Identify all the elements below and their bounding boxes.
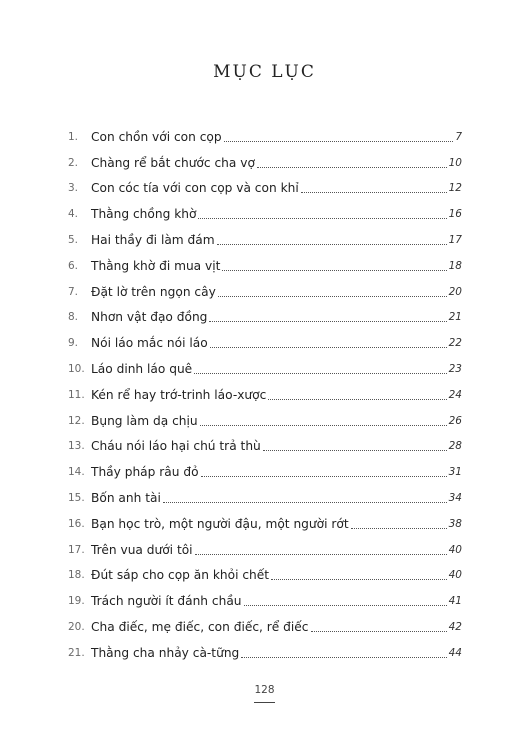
toc-entry-number: 13.	[68, 440, 85, 453]
toc-entry[interactable]	[68, 533, 462, 559]
toc-entry[interactable]	[68, 352, 462, 378]
dot-leader	[198, 217, 446, 219]
dot-leader	[244, 604, 447, 606]
page-number-underline	[254, 702, 275, 703]
toc-entry-page: 20	[448, 285, 462, 298]
toc-entry-title: Kén rể hay trớ-trinh láo-xược	[91, 387, 267, 402]
toc-entry-title: Con chồn với con cọp	[91, 129, 222, 144]
toc-entry-page: 28	[448, 440, 462, 453]
dot-leader	[195, 553, 447, 555]
toc-entry-number: 5.	[68, 233, 79, 246]
toc-entry-title: Hai thầy đi làm đám	[91, 232, 215, 247]
toc-entry[interactable]	[68, 610, 462, 636]
toc-entry-page: 34	[448, 491, 462, 504]
page-number: 128	[254, 684, 275, 696]
toc-entry[interactable]	[68, 378, 462, 404]
toc-entry-page: 10	[448, 156, 462, 169]
table-of-contents	[68, 120, 462, 662]
dot-leader	[271, 578, 447, 580]
toc-entry-page: 22	[448, 337, 462, 350]
toc-entry-page: 38	[448, 517, 462, 530]
dot-leader	[268, 398, 446, 400]
dot-leader	[301, 191, 447, 193]
toc-entry-number: 7.	[68, 285, 79, 298]
toc-entry-title: Nhơn vật đạo đồng	[91, 310, 208, 325]
toc-entry-title: Bạn học trò, một người đậu, một người rớt	[91, 516, 349, 531]
toc-entry-number: 6.	[68, 259, 79, 272]
toc-entry-page: 40	[448, 543, 462, 556]
toc-entry-page: 24	[448, 388, 462, 401]
dot-leader	[222, 269, 446, 271]
toc-entry[interactable]	[68, 430, 462, 456]
toc-entry-title: Bụng làm dạ chịu	[91, 413, 198, 428]
toc-entry-number: 4.	[68, 208, 79, 221]
toc-entry-number: 16.	[68, 517, 85, 530]
toc-entry-title: Thằng cha nhảy cà-tững	[91, 645, 240, 660]
toc-entry-number: 10.	[68, 362, 85, 375]
toc-entry-page: 23	[448, 362, 462, 375]
toc-entry[interactable]	[68, 481, 462, 507]
toc-entry-page: 21	[448, 311, 462, 324]
toc-entry-number: 20.	[68, 620, 85, 633]
toc-entry[interactable]	[68, 326, 462, 352]
toc-entry-title: Con cóc tía với con cọp và con khỉ	[91, 181, 299, 196]
toc-entry-title: Đặt lờ trên ngọn cây	[91, 284, 216, 299]
dot-leader	[351, 527, 447, 529]
toc-entry-page: 40	[448, 569, 462, 582]
toc-entry[interactable]	[68, 559, 462, 585]
toc-entry-number: 17.	[68, 543, 85, 556]
dot-leader	[218, 295, 447, 297]
toc-entry-title: Trách người ít đánh chầu	[91, 594, 242, 609]
toc-entry-number: 1.	[68, 130, 79, 143]
toc-entry-number: 8.	[68, 311, 79, 324]
toc-entry[interactable]	[68, 146, 462, 172]
toc-entry-page: 44	[448, 646, 462, 659]
dot-leader	[209, 320, 446, 322]
toc-entry-title: Cháu nói láo hại chú trả thù	[91, 439, 261, 454]
toc-entry-page: 16	[448, 208, 462, 221]
dot-leader	[241, 656, 446, 658]
toc-entry-title: Thằng khờ đi mua vịt	[91, 258, 221, 273]
toc-entry-number: 12.	[68, 414, 85, 427]
toc-entry-title: Trên vua dưới tôi	[91, 542, 193, 557]
toc-entry-number: 19.	[68, 595, 85, 608]
toc-entry[interactable]	[68, 249, 462, 275]
dot-leader	[194, 372, 446, 374]
toc-entry-number: 2.	[68, 156, 79, 169]
toc-entry-number: 18.	[68, 569, 85, 582]
toc-entry-page: 42	[448, 620, 462, 633]
toc-entry-number: 21.	[68, 646, 85, 659]
dot-leader	[201, 475, 447, 477]
toc-entry[interactable]	[68, 120, 462, 146]
toc-entry[interactable]	[68, 636, 462, 662]
toc-entry[interactable]	[68, 197, 462, 223]
dot-leader	[224, 140, 454, 142]
toc-entry-title: Thằng chồng khờ	[91, 207, 197, 222]
toc-entry-page: 18	[448, 259, 462, 272]
toc-entry-number: 3.	[68, 182, 79, 195]
toc-entry-page: 17	[448, 233, 462, 246]
toc-entry-title: Láo dinh láo quê	[91, 361, 193, 376]
toc-entry[interactable]	[68, 507, 462, 533]
toc-entry-number: 15.	[68, 491, 85, 504]
dot-leader	[200, 424, 447, 426]
dot-leader	[163, 501, 447, 503]
toc-entry[interactable]	[68, 172, 462, 198]
toc-entry[interactable]	[68, 584, 462, 610]
toc-entry-number: 9.	[68, 337, 79, 350]
toc-entry[interactable]	[68, 223, 462, 249]
toc-entry[interactable]	[68, 404, 462, 430]
toc-entry-page: 7	[455, 130, 462, 143]
toc-entry-number: 14.	[68, 466, 85, 479]
dot-leader	[210, 346, 447, 348]
toc-entry-title: Cha điếc, mẹ điếc, con điếc, rể điếc	[91, 619, 309, 634]
toc-entry[interactable]	[68, 301, 462, 327]
dot-leader	[263, 449, 447, 451]
page-title: MỤC LỤC	[213, 62, 316, 82]
toc-entry-page: 41	[448, 595, 462, 608]
toc-entry-page: 31	[448, 466, 462, 479]
dot-leader	[257, 166, 447, 168]
toc-entry-page: 26	[448, 414, 462, 427]
toc-entry-title: Thầy pháp râu đỏ	[91, 465, 199, 480]
toc-entry[interactable]	[68, 275, 462, 301]
toc-entry-title: Đút sáp cho cọp ăn khỏi chết	[91, 568, 270, 583]
toc-entry-number: 11.	[68, 388, 85, 401]
toc-entry-page: 12	[448, 182, 462, 195]
toc-entry-title: Nói láo mắc nói láo	[91, 336, 208, 351]
toc-entry-title: Bốn anh tài	[91, 490, 161, 505]
dot-leader	[217, 243, 447, 245]
dot-leader	[311, 630, 447, 632]
toc-entry-title: Chàng rể bắt chước cha vợ	[91, 155, 255, 170]
toc-entry[interactable]	[68, 455, 462, 481]
